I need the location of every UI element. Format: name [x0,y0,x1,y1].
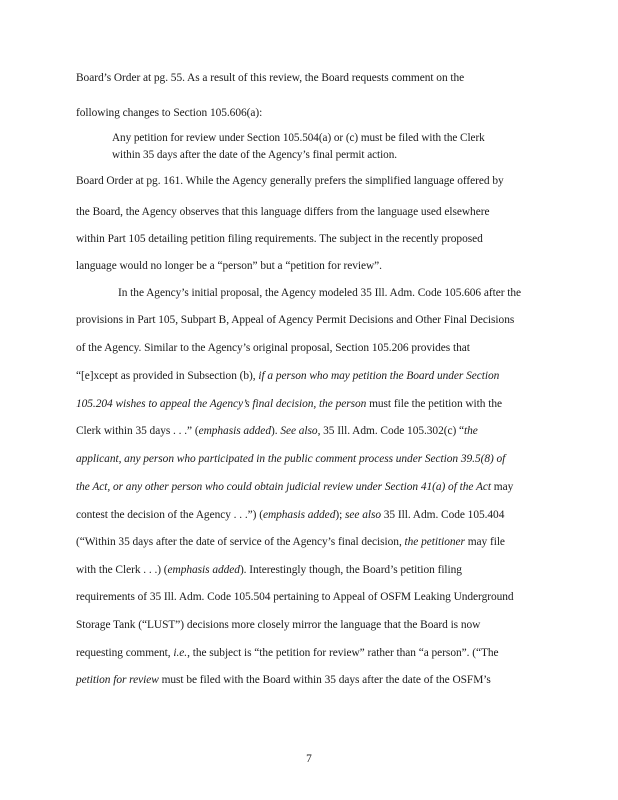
italic-run: See also [280,425,318,437]
italic-run: emphasis added [262,509,336,521]
text-run: contest the decision of the Agency . . .”) ( [76,509,263,521]
text-run: , the subject is “the petition for review” rather than “a person”. (“The [187,647,499,659]
page-number: 7 [306,753,312,765]
text-run: Board’s Order at pg. 55. As a result of this review, the Board requests comment on the [76,72,465,84]
text-line [76,673,491,687]
text-run: requesting comment, [76,647,174,659]
italic-run: the petitioner [404,536,465,548]
block-quote-line [112,148,397,162]
text-run: ). Interestingly though, the Board’s petition filing [239,564,462,576]
text-run: Storage Tank (“LUST”) decisions more closely mirror the language that the Board is now [76,619,481,631]
text-run: Board Order at pg. 161. While the Agency generally prefers the simplified language offered by [76,175,504,187]
text-run: ). [270,425,281,437]
text-line [76,397,502,411]
text-line [118,286,521,300]
text-line [76,341,470,355]
text-run: may file [464,536,505,548]
text-line [76,535,505,549]
text-run: In the Agency’s initial proposal, the Agency modeled 35 Ill. Adm. Code 105.606 after the [118,287,522,299]
text-run: 35 Ill. Adm. Code 105.404 [380,509,505,521]
text-run: (“Within 35 days after the date of service of the Agency’s final decision, [76,536,405,548]
text-run: within Part 105 detailing petition filing requirements. The subject in the recently proposed [76,233,483,245]
text-run: language would no longer be a “person” but a “petition for review”. [76,260,382,272]
block-quote-line [112,131,485,145]
text-run: following changes to Section 105.606(a): [76,107,263,119]
text-run: of the Agency. Similar to the Agency’s original proposal, Section 105.206 provides that [76,342,470,354]
text-run: may [491,481,514,493]
text-run: must file the petition with the [366,398,502,410]
text-line [76,369,499,383]
text-run: provisions in Part 105, Subpart B, Appeal of Agency Permit Decisions and Other Final Decisions [76,314,515,326]
italic-run: the Act, or any other person who could obtain judicial review under Section 41(a) of the Act [76,481,491,493]
italic-run: i.e. [173,647,188,659]
italic-run: the [464,425,478,437]
text-run: Any petition for review under Section 105.504(a) or (c) must be filed with the Clerk [112,132,485,144]
text-line [76,452,505,466]
text-run: must be filed with the Board within 35 days after the date of the OSFM’s [158,674,491,686]
text-line [76,232,483,246]
text-line [76,313,514,327]
text-line [76,259,382,273]
text-line [76,618,480,632]
italic-run: if a person who may petition the Board under Section [258,370,500,382]
italic-run: petition for review [76,674,159,686]
text-line [76,424,478,438]
text-run: , 35 Ill. Adm. Code 105.302(c) “ [317,425,465,437]
italic-run: applicant, any person who participated in the public comment process under Section 39.5(8) of [76,453,506,465]
text-line [76,106,262,120]
italic-run: emphasis added [167,564,240,576]
text-run: “[e]xcept as provided in Subsection (b), [76,370,259,382]
text-line [76,590,514,604]
italic-run: 105.204 wishes to appeal the Agency’s final decision, the person [76,398,367,410]
text-run: with the Clerk . . .) ( [76,564,168,576]
text-run: ); [335,509,345,521]
text-line [76,480,513,494]
text-line [76,71,464,85]
text-line [76,646,499,660]
text-run: Clerk within 35 days . . .” ( [76,425,199,437]
text-line [76,563,462,577]
text-run: the Board, the Agency observes that this language differs from the language used elsewhere [76,206,490,218]
italic-run: see also [345,509,381,521]
text-run: within 35 days after the date of the Agency’s final permit action. [112,149,398,161]
text-line [76,174,504,188]
text-run: requirements of 35 Ill. Adm. Code 105.504 pertaining to Appeal of OSFM Leaking Underground [76,591,514,603]
text-line [76,205,489,219]
text-line [76,508,504,522]
italic-run: emphasis added [198,425,271,437]
